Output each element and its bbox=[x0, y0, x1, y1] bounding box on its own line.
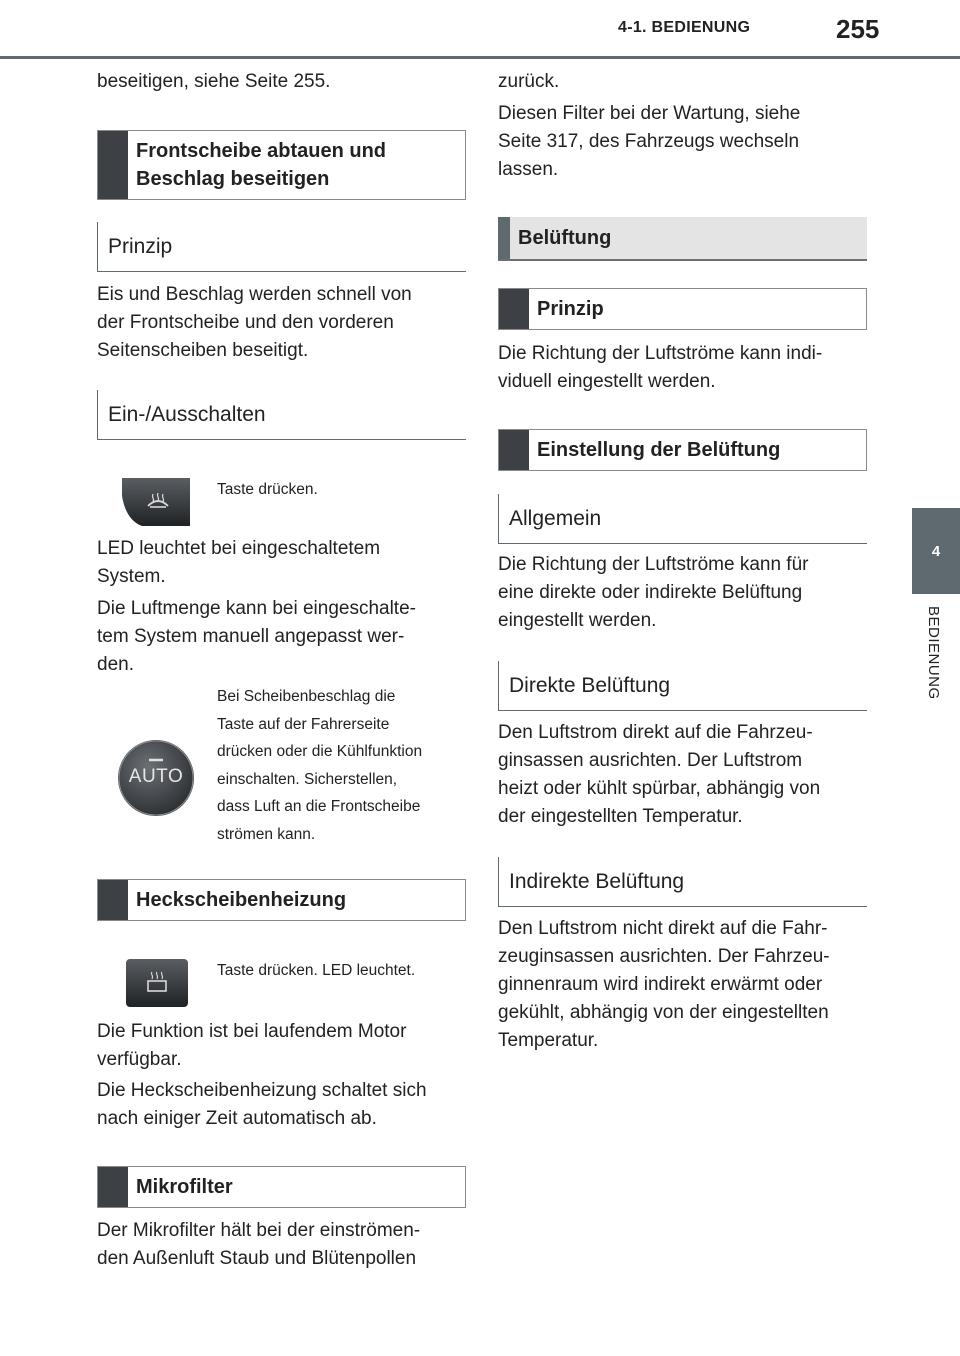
heading-bar bbox=[498, 217, 510, 259]
subheading-prinzip: Prinzip bbox=[97, 222, 466, 272]
header-rule bbox=[0, 56, 960, 59]
paragraph-zurueck: zurück. bbox=[498, 71, 560, 92]
heading-text: Einstellung der Belüftung bbox=[537, 439, 781, 461]
paragraph-heck-ab: Die Heckscheibenheizung schaltet sich nach einiger Zeit automatisch ab. bbox=[97, 1080, 427, 1129]
heading-bar bbox=[98, 131, 128, 199]
paragraph-led: LED leuchtet bei eingeschaltetem System. bbox=[97, 538, 381, 587]
heading-text: Heckscheibenheizung bbox=[136, 889, 347, 911]
defrost-button-image bbox=[120, 476, 192, 528]
subheading-ein-aus: Ein-/Ausschalten bbox=[97, 390, 466, 440]
paragraph-luftmenge: Die Luftmenge kann bei eingeschalte- tem System manuell angepasst wer- den. bbox=[97, 598, 416, 675]
paragraph-filter: Diesen Filter bei der Wartung, siehe Seite 317, des Fahrzeugs wechseln lassen. bbox=[498, 103, 801, 180]
section-title: 4-1. BEDIENUNG bbox=[618, 19, 751, 36]
heading-bar bbox=[499, 430, 529, 470]
subheading-indirekt: Indirekte Belüftung bbox=[498, 857, 867, 907]
page-number: 255 bbox=[836, 14, 880, 44]
subheading-allgemein: Allgemein bbox=[498, 494, 867, 544]
heading-text: Mikrofilter bbox=[136, 1176, 233, 1198]
paragraph-funktion: Die Funktion ist bei laufendem Motor verfügbar. bbox=[97, 1021, 407, 1070]
auto-button-image bbox=[116, 738, 196, 818]
chapter-label: BEDIENUNG bbox=[925, 606, 942, 700]
heading-text: Prinzip bbox=[537, 298, 604, 320]
auto-label: AUTO bbox=[128, 766, 184, 787]
chapter-tab bbox=[912, 508, 960, 594]
paragraph-prinzip: Eis und Beschlag werden schnell von der Frontscheibe und den vorderen Seitenscheiben beseitigt. bbox=[97, 284, 412, 361]
heading-einstellung bbox=[498, 429, 867, 471]
chapter-number: 4 bbox=[931, 542, 941, 560]
intro-text: beseitigen, siehe Seite 255. bbox=[97, 71, 331, 92]
paragraph-indirekt: Den Luftstrom nicht direkt auf die Fahr- zeuginsassen ausrichten. Der Fahrzeu- ginnenraum wird indirekt erwärmt oder gekühlt, abhängig von der eingestellten Temperatur. bbox=[498, 918, 830, 1051]
heading-heckscheibenheizung bbox=[97, 879, 466, 921]
heading-bar bbox=[98, 880, 128, 920]
paragraph-mikrofilter: Der Mikrofilter hält bei der einströmen- den Außenluft Staub und Blütenpollen bbox=[97, 1220, 421, 1269]
caption-press-button: Taste drücken. bbox=[217, 481, 318, 498]
caption-auto: Bei Scheibenbeschlag die Taste auf der Fahrerseite drücken oder die Kühlfunktion einschalten. Sicherstellen, dass Luft an die Frontscheibe strömen kann. bbox=[217, 688, 423, 843]
heading-mikrofilter bbox=[97, 1166, 466, 1208]
heading-belueftung bbox=[498, 217, 867, 261]
paragraph-allgemein: Die Richtung der Luftströme kann für eine direkte oder indirekte Belüftung eingestellt werden. bbox=[498, 554, 809, 631]
front-defrost-icon bbox=[120, 476, 192, 528]
heading-prinzip bbox=[498, 288, 867, 330]
paragraph-richtung: Die Richtung der Luftströme kann indi- viduell eingestellt werden. bbox=[498, 343, 823, 392]
heading-text: Frontscheibe abtauen und bbox=[136, 140, 387, 162]
caption-rear-defrost: Taste drücken. LED leuchtet. bbox=[217, 962, 416, 979]
heading-bar bbox=[98, 1167, 128, 1207]
heading-bar bbox=[499, 289, 529, 329]
heading-defrost bbox=[97, 130, 466, 200]
rear-defrost-icon bbox=[124, 957, 190, 1009]
heading-text: Belüftung bbox=[518, 227, 612, 249]
rear-defrost-button-image bbox=[124, 957, 190, 1009]
heading-text: Beschlag beseitigen bbox=[136, 168, 330, 190]
paragraph-direkt: Den Luftstrom direkt auf die Fahrzeu- ginsassen ausrichten. Der Luftstrom heizt oder kühlt spürbar, abhängig von der eingestellten Temperatur. bbox=[498, 722, 821, 827]
subheading-direkt: Direkte Belüftung bbox=[498, 661, 867, 711]
